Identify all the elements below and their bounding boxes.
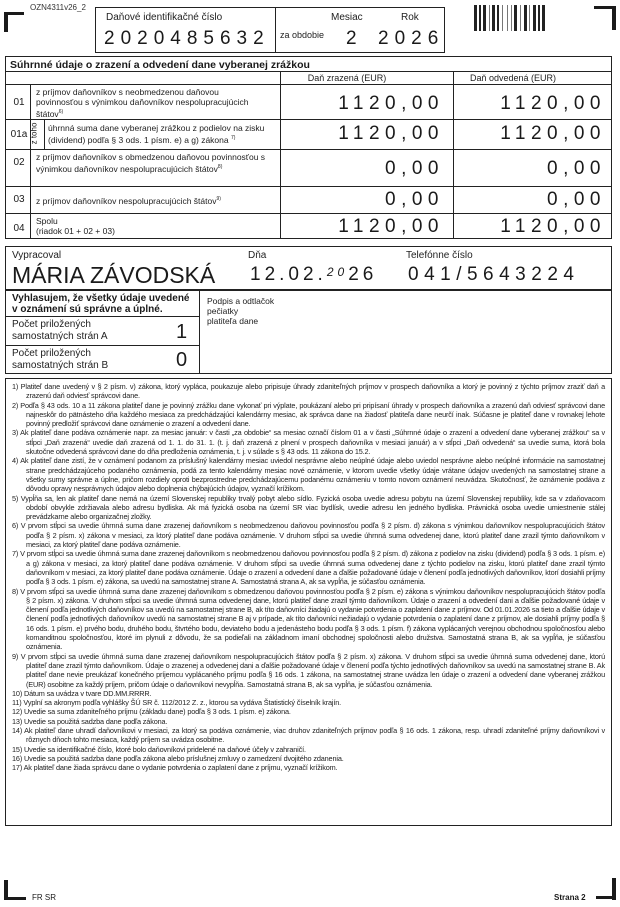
barcode-bar (492, 5, 495, 31)
footnote-item: 17) Ak platiteľ dane žiada správcu dane o vydanie potvrdenia o zaplatení dane z príjmu, vyznačí krížikom. (12, 763, 338, 773)
barcode-bar (529, 5, 530, 31)
pages-b-label (12, 348, 108, 372)
corner-mark-bottom-left-h (4, 897, 26, 900)
footnote-item: 1) Platiteľ dane uvedený v § 2 písm. v) zákona, ktorý vypláca, poukazuje alebo pripisuje úhrady zdaniteľných príjmov v prospech daňovníka a ktorý je povinný z týchto príjmov zraziť daň a zrazenú daň odviesť správcovi dane. (12, 382, 605, 401)
footnotes-section (5, 378, 612, 826)
row-01a-description (48, 123, 278, 145)
summary-table (5, 56, 612, 239)
barcode-bar (483, 5, 486, 31)
header-divider (275, 8, 276, 52)
footnote-item: 12) Uvedie sa suma zdaniteľného príjmu (základu dane) podľa § 3 ods. 1 písm. e) zákona. (12, 707, 291, 717)
footnote-item: 11) Vyplní sa akronym podľa vyhlášky ŠÚ SR č. 112/2012 Z. z., ktorou sa vydáva Štatistický číselník krajín. (12, 698, 342, 708)
col-header-withheld: Daň zrazená (EUR) (307, 73, 387, 83)
row-01-number: 01 (13, 97, 25, 108)
date-year-prefix: 20 (326, 265, 349, 279)
barcode-bar (538, 5, 540, 31)
row-04-description (36, 216, 276, 236)
row-01a-remitted[interactable]: 1120,00 (500, 123, 606, 144)
barcode-bar (479, 5, 481, 31)
footer-page-number: Strana 2 (554, 893, 586, 902)
footnote-item: 7) V prvom stĺpci sa uvedie úhrnná suma dane zrazenej daňovníkom s neobmedzenou daňovou povinnosťou podľa § 2 písm. d) zákona z podielov na zisku (dividend) podľa § 3 ods. 1 písm. e) a g) zákona v mesiaci, za ktorý platiteľ dane podáva oznámenie. V druhom stĺpci sa uvedie úhrnná suma odvedenej dane z týchto podielov na zisku, ktorú platiteľ dane zrazil týmto daňovníkom v mesiaci, za ktorý platiteľ dane podáva oznámenie. Údaje o zrazení a odvedení dane a ďalšie požadované údaje v členení podľa jednotlivých daňovníkov, ktorí dosiahli príjmy podľa § 3 ods. 1 písm. e) zákona, sa uvedú na samostatnej strane A. Samostatná strana A, ak sa vypĺňa, je súčasťou oznámenia. (12, 549, 605, 587)
row-01a-note: 7) (230, 135, 236, 141)
pages-b-field[interactable]: 0 (176, 349, 188, 371)
year-label: Rok (401, 12, 419, 23)
pages-a-field[interactable]: 1 (176, 321, 188, 343)
declaration-statement (12, 293, 190, 315)
date-year-suffix: 26 (348, 264, 378, 285)
row-02-number: 02 (13, 157, 25, 168)
corner-mark-top-left (4, 12, 8, 32)
footer-left: FR SR (32, 893, 56, 902)
barcode-bar (474, 5, 477, 31)
footnote-item: 13) Uvedie sa použitá sadzba dane podľa zákona. (12, 716, 168, 726)
phone-field[interactable]: 041/5643224 (408, 264, 580, 285)
signature-label-3: platiteľa dane (207, 316, 259, 326)
footnote-item: 2) Podľa § 43 ods. 10 a 11 zákona platiteľ dane je povinný zrážku dane vykonať pri výplate, poukázaní alebo pri pripísaní úhrady v prospech daňovníka a zrazenú daň odviesť správcovi dane najneskôr do pätnásteho dňa každého mesiaca za predchádzajúci kalendárny mesiac, ak správca dane na žiadosť platiteľa dane neurčí inak. Súčasne je platiteľ dane v rovnakej lehote povinný predložiť správcovi dane oznámenie o zrazení a odvedení dane. (12, 400, 605, 429)
footnote-item: 10) Dátum sa uvádza v tvare DD.MM.RRRR. (12, 688, 152, 698)
barcode-bar (507, 5, 508, 31)
signature-label-2: pečiatky (207, 306, 239, 316)
barcode-bar (489, 5, 490, 31)
signature-label-1: Podpis a odtlačok (207, 296, 275, 306)
footnote-item: 6) V prvom stĺpci sa uvedie úhrnná suma dane zrazenej daňovníkom s neobmedzenou daňovou povinnosťou podľa § 2 písm. d) zákona s výnimkou daňovníkov nespolupracujúcich štátov podľa § 2 písm. x) zákona v mesiaci, za ktorý platiteľ dane podáva oznámenie. V druhom stĺpci sa uvedie úhrnná suma odvedenej dane, ktorú platiteľ dane zrazil týmto daňovníkom v mesiaci, za ktorý platiteľ dane podáva oznámenie. (12, 521, 605, 550)
footnote-item: 8) V prvom stĺpci sa uvedie úhrnná suma dane zrazenej daňovníkom s obmedzenou daňovou povinnosťou podľa § 2 písm. e) zákona s výnimkou daňovníkov nespolupracujúcich štátov podľa § 2 písm. x) zákona. V druhom stĺpci sa uvedie úhrnná suma odvedenej dane, ktorú platiteľ dane zrazil týmto daňovníkom. Údaje o zrazení a odvedení dani a ďalšie požadované údaje v členení podľa jednotlivých daňovníkov sa uvedú na samostatnej strane B, ak títo daňovníci žiadajú o vydanie potvrdenia o zaplatení dane z príjmov. Od 01.01.2026 sa tieto a ďalšie údaje v členení podľa jednotlivých daňovníkov uvedú na samostatnej strane B aj v prípade, ak títo daňovníci nežiadajú o vydanie potvrdenia o zaplatení dane z príjmov, ale dosiahli príjmy podľa § 16 ods. 1 písm. e) prvého bodu, druhého bodu, štvrtého bodu, deviateho bodu a jedenásteho bodu podľa § 3 ods. 1 písm. f) zákona vyplácaných verejnou obchodnou spoločnosťou alebo komanditnou spoločnosťou, ktoré im plynuli z dôvodu, že sa podieľali na základnom imaní obchodnej spoločnosti alebo družstva. Samostatná strana B, ak sa vypĺňa, je súčasťou oznámenia. (12, 586, 605, 652)
signature-field[interactable] (207, 296, 274, 326)
row-03-number: 03 (13, 194, 25, 205)
month-label: Mesiac (331, 12, 363, 23)
form-code: OZN4311v26_2 (30, 3, 86, 12)
year-field[interactable]: 2026 (378, 28, 445, 49)
prepared-by-field[interactable]: MÁRIA ZÁVODSKÁ (12, 262, 216, 288)
row-01-text: z príjmov daňovníkov s neobmedzenou daňovou povinnosťou s výnimkou daňovníkov nespolupracujúcich štátov (36, 87, 249, 119)
of-which-cell (31, 121, 44, 147)
prepared-by-section (5, 246, 612, 290)
row-01a-text: úhrnná suma dane vyberanej zrážkou z podielov na zisku (dividend) podľa § 3 ods. 1 písm. e) a g) zákona (48, 123, 265, 145)
date-label: Dňa (248, 250, 267, 261)
tax-id-label: Daňové identifikačné číslo (106, 12, 223, 23)
row-02-text: z príjmov daňovníkov s obmedzenou daňovou povinnosťou s výnimkou daňovníkov nespolupracujúcich štátov (36, 152, 266, 174)
barcode-bar (520, 5, 521, 31)
footnote-item: 14) Ak platiteľ dane uhradí daňovníkovi v mesiaci, za ktorý sa podáva oznámenie, viac druhov zdaniteľných príjmov podľa § 16 ods. 1 zákona, resp. uhradí zdaniteľné príjmy daňovníkovi v rôznych dňoch tohto mesiaca, každý príjem sa uvádza osobitne. (12, 725, 605, 745)
footnote-item: 16) Uvedie sa použitá sadzba dane podľa zákona alebo príslušnej zmluvy o zamedzení dvojitého zdanenia. (12, 753, 344, 763)
header-id-box (95, 7, 445, 53)
barcode-bar (542, 5, 545, 31)
row-01-withheld[interactable]: 1120,00 (338, 93, 444, 114)
pages-a-label-2: samostatných strán A (12, 331, 108, 342)
barcode-bar (533, 5, 536, 31)
declaration-section (5, 290, 612, 374)
declaration-line1: Vyhlasujem, že všetky údaje uvedené (12, 293, 190, 304)
declaration-line2: v oznámení sú správne a úplné. (12, 304, 163, 315)
period-label: za obdobie (280, 30, 325, 40)
prepared-by-label: Vypracoval (12, 250, 62, 261)
row-01a-withheld[interactable]: 1120,00 (338, 123, 444, 144)
row-02-withheld[interactable]: 0,00 (385, 158, 444, 179)
row-01-remitted[interactable]: 1120,00 (500, 93, 606, 114)
barcode-bar (502, 5, 503, 31)
footnote-item: 4) Ak platiteľ dane zistí, že v oznámení podanom za príslušný kalendárny mesiac uviedol nesprávne alebo neúplné údaje alebo uviedol nesprávne alebo neúplné informácie na samostatnej strane predchádzajúceho podaného oznámenia, podá za tento kalendárny mesiac nové oznámenie, v ktorom uvedie všetky údaje vrátane údajov uvedených na samostatnej strane a všetky sumy správne a úplne, pričom rozdiely oproti bezprostredne predchádzajúcemu podanému oznámeniu v tomto novom oznámení neuvádza. Skutočnosť, že oznámenie podáva z dôvodu opravy nesprávnych údajov alebo doplnenia chýbajúcich údajov, vyznačí krížikom. (12, 456, 605, 494)
row-04-withheld[interactable]: 1120,00 (338, 216, 444, 237)
corner-mark-top-right (612, 6, 616, 30)
row-03-description (36, 194, 276, 206)
row-03-text: z príjmov daňovníkov nespolupracujúcich štátov (36, 195, 217, 206)
footnote-item: 3) Ak platiteľ dane podáva oznámenie napr. za mesiac január: v časti „za obdobie“ sa mesiac označí číslom 01 a v časti „Súhrnné údaje o zrazení a odvedení dane vyberanej zrážkou“ sa v stĺpci „Daň zrazená“ uvedie daň zrazená od 1. 1. do 31. 1. (t. j. daň zrazená z plnení v prospech daňovníka v mesiaci január) a v stĺpci „Daň odvedená“ sa uvedie suma, ktorá bola skutočne odvedená správcovi dane do dňa predloženia oznámenia, t. j. v súlade s § 43 ods. 11 zákona do 15.2. (12, 428, 605, 457)
row-04-remitted[interactable]: 1120,00 (500, 216, 606, 237)
barcode-bar (524, 5, 527, 31)
row-04-text: Spolu (36, 216, 58, 226)
pages-b-label-2: samostatných strán B (12, 360, 109, 371)
month-field[interactable]: 2 (346, 28, 363, 49)
col-header-remitted: Daň odvedená (EUR) (469, 73, 557, 83)
corner-mark-top-left-h (4, 12, 24, 15)
phone-label: Telefónne číslo (406, 250, 473, 261)
row-01a-number: 01a (10, 129, 28, 140)
of-which-label: z toho (29, 122, 39, 145)
row-02-description (36, 152, 266, 174)
row-01-description (36, 87, 266, 119)
row-03-remitted[interactable]: 0,00 (547, 189, 606, 210)
pages-b-label-1: Počet priložených (12, 348, 91, 359)
barcode-bar (514, 5, 517, 31)
corner-mark-bottom-right-h (596, 896, 616, 899)
row-01-note: 6) (58, 109, 64, 115)
pages-a-label-1: Počet priložených (12, 319, 91, 330)
barcode (474, 5, 578, 31)
date-field[interactable] (250, 264, 377, 286)
tax-id-field[interactable]: 2020485632 (104, 28, 270, 49)
row-03-withheld[interactable]: 0,00 (385, 189, 444, 210)
row-02-note: 8) (217, 164, 223, 170)
barcode-bar (497, 5, 499, 31)
pages-a-label (12, 319, 108, 343)
row-02-remitted[interactable]: 0,00 (547, 158, 606, 179)
barcode-bar (511, 5, 512, 31)
corner-mark-top-right-h (594, 6, 616, 9)
row-04-text2: (riadok 01 + 02 + 03) (36, 226, 115, 236)
row-04-number: 04 (13, 223, 25, 234)
date-day-month: 12.02. (250, 264, 327, 285)
footnote-item: 15) Uvedie sa identifikačné číslo, ktoré bolo daňovníkovi pridelené na daňové účely v zahraničí. (12, 744, 306, 754)
footnote-item: 9) V prvom stĺpci sa uvedie úhrnná suma dane zrazenej daňovníkom nespolupracujúcich štátov podľa § 2 písm. x) zákona. V druhom stĺpci sa uvedie úhrnná suma odvedenej dane, ktorú platiteľ dane zrazil týmto daňovníkom. Údaje o zrazenej a odvedenej dani a ďalšie požadované údaje v členení podľa týchto jednotlivých daňovníkov sa uvedú na samostatnej strane B. Ak platiteľ dane nevie preukázať konečného príjemcu vyplácaného príjmu podľa § 16 ods. 1 zákona, na samostatnej strane uvádza len údaje o zrazení a odvedení dane vyberanej zrážkou (EUR) osobitne za každý príjem, pričom údaje o daňovníkovi nevypĺňa. Samostatná strana B, ak sa vypĺňa, je súčasťou oznámenia. (12, 651, 605, 689)
footnote-item: 5) Vypĺňa sa, len ak platiteľ dane nemá na území Slovenskej republiky trvalý pobyt alebo sídlo. Fyzická osoba uvedie adresu pobytu na území Slovenskej republiky, kde sa v zdaňovacom období obvykle zdržiavala alebo adresu bydliska. Ak má fyzická osoba na území SR viac bydlísk, uvedie adresu len jedného bydliska. Právnická osoba uvedie umiestnenie stálej prevádzkarne alebo organizačnej zložky. (12, 493, 605, 522)
barcode-graphic (474, 5, 578, 31)
summary-title: Súhrnné údaje o zrazení a odvedení dane vyberanej zrážkou (10, 59, 310, 71)
row-03-note: 9) (216, 196, 221, 202)
